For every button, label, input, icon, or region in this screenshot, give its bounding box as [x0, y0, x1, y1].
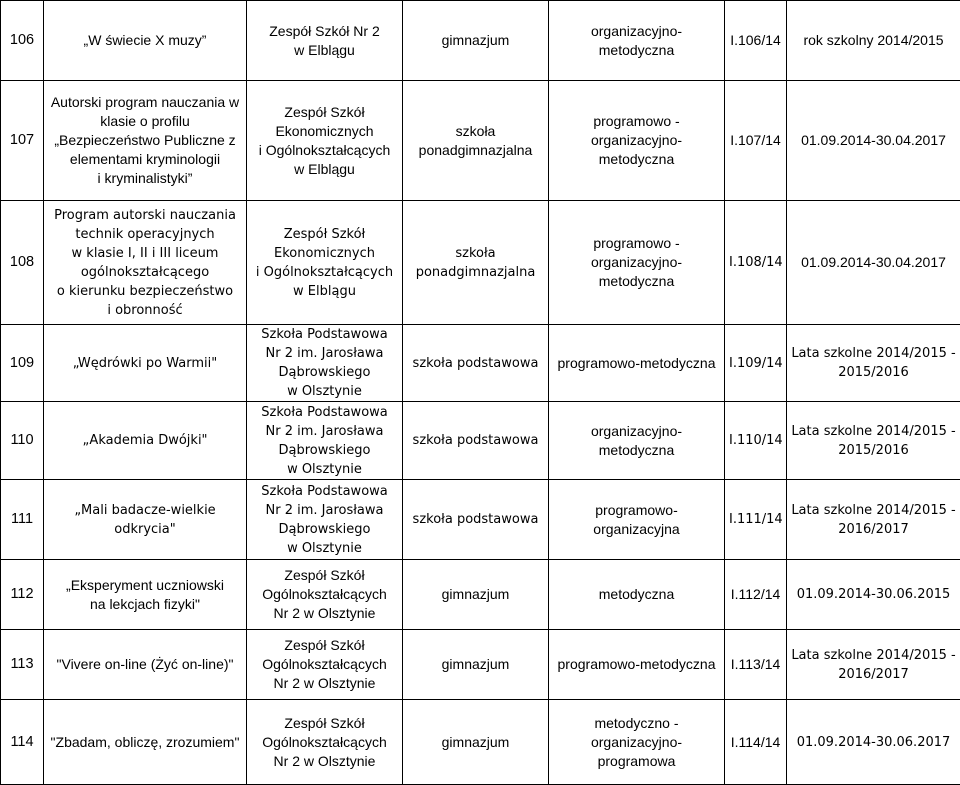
cell-title: „Wędrówki po Warmii": [44, 325, 247, 402]
cell-title: „W świecie X muzy”: [44, 1, 247, 81]
cell-period: Lata szkolne 2014/2015 - 2016/2017: [787, 630, 960, 700]
cell-type: metodyczna: [549, 560, 725, 630]
cell-nr: 111: [1, 480, 44, 560]
cell-type: programowo - organizacyjno- metodyczna: [549, 81, 725, 201]
cell-nr: 108: [1, 201, 44, 325]
cell-title: "Zbadam, obliczę, zrozumiem": [44, 700, 247, 785]
cell-period: rok szkolny 2014/2015: [787, 1, 960, 81]
cell-num: I.114/14: [725, 700, 787, 785]
cell-title: „Mali badacze-wielkie odkrycia": [44, 480, 247, 560]
cell-num: I.108/14: [725, 201, 787, 325]
cell-nr: 113: [1, 630, 44, 700]
table-row: [1, 201, 960, 325]
cell-level: szkoła ponadgimnazjalna: [403, 81, 549, 201]
cell-period: Lata szkolne 2014/2015 - 2015/2016: [787, 402, 960, 480]
cell-num: I.110/14: [725, 402, 787, 480]
cell-title: „Eksperyment uczniowski na lekcjach fizyki": [44, 560, 247, 630]
cell-type: programowo- organizacyjna: [549, 480, 725, 560]
cell-school: Zespół Szkół Nr 2 w Elblągu: [247, 1, 403, 81]
cell-school: Zespół Szkół Ekonomicznych i Ogólnokształcących w Elblągu: [247, 201, 403, 325]
table-row: [1, 81, 960, 201]
cell-type: organizacyjno- metodyczna: [549, 402, 725, 480]
cell-period: 01.09.2014-30.06.2017: [787, 700, 960, 785]
cell-level: gimnazjum: [403, 1, 549, 81]
table-row: [1, 325, 960, 402]
cell-num: I.107/14: [725, 81, 787, 201]
cell-num: I.111/14: [725, 480, 787, 560]
table-row: [1, 1, 960, 81]
cell-nr: 106: [1, 1, 44, 81]
cell-period: 01.09.2014-30.04.2017: [787, 201, 960, 325]
cell-title: "Vivere on-line (Żyć on-line)": [44, 630, 247, 700]
table-row: [1, 560, 960, 630]
cell-type: programowo-metodyczna: [549, 630, 725, 700]
cell-nr: 109: [1, 325, 44, 402]
cell-level: szkoła podstawowa: [403, 325, 549, 402]
cell-school: Szkoła Podstawowa Nr 2 im. Jarosława Dąbrowskiego w Olsztynie: [247, 325, 403, 402]
cell-nr: 112: [1, 560, 44, 630]
cell-school: Szkoła Podstawowa Nr 2 im. Jarosława Dąbrowskiego w Olsztynie: [247, 402, 403, 480]
cell-period: Lata szkolne 2014/2015 - 2016/2017: [787, 480, 960, 560]
cell-num: I.106/14: [725, 1, 787, 81]
cell-period: 01.09.2014-30.04.2017: [787, 81, 960, 201]
table-row: [1, 480, 960, 560]
cell-level: gimnazjum: [403, 560, 549, 630]
cell-num: I.112/14: [725, 560, 787, 630]
cell-title: Autorski program nauczania w klasie o profilu „Bezpieczeństwo Publiczne z elementami kryminologii i kryminalistyki”: [44, 81, 247, 201]
cell-level: gimnazjum: [403, 630, 549, 700]
table-row: [1, 700, 960, 785]
cell-school: Zespół Szkół Ogólnokształcących Nr 2 w Olsztynie: [247, 630, 403, 700]
cell-level: gimnazjum: [403, 700, 549, 785]
cell-level: szkoła podstawowa: [403, 402, 549, 480]
cell-title: Program autorski nauczania technik operacyjnych w klasie I, II i III liceum ogólnokształcącego o kierunku bezpieczeństwo i obronność: [44, 201, 247, 325]
cell-level: szkoła podstawowa: [403, 480, 549, 560]
cell-type: metodyczno - organizacyjno- programowa: [549, 700, 725, 785]
table-row: [1, 630, 960, 700]
cell-period: 01.09.2014-30.06.2015: [787, 560, 960, 630]
cell-level: szkoła ponadgimnazjalna: [403, 201, 549, 325]
cell-type: organizacyjno- metodyczna: [549, 1, 725, 81]
cell-school: Zespół Szkół Ogólnokształcących Nr 2 w Olsztynie: [247, 700, 403, 785]
cell-nr: 114: [1, 700, 44, 785]
cell-school: Szkoła Podstawowa Nr 2 im. Jarosława Dąbrowskiego w Olsztynie: [247, 480, 403, 560]
cell-nr: 107: [1, 81, 44, 201]
cell-school: Zespół Szkół Ekonomicznych i Ogólnokształcących w Elblągu: [247, 81, 403, 201]
cell-period: Lata szkolne 2014/2015 - 2015/2016: [787, 325, 960, 402]
cell-num: I.109/14: [725, 325, 787, 402]
cell-school: Zespół Szkół Ogólnokształcących Nr 2 w Olsztynie: [247, 560, 403, 630]
cell-title: „Akademia Dwójki": [44, 402, 247, 480]
cell-type: programowo - organizacyjno- metodyczna: [549, 201, 725, 325]
cell-nr: 110: [1, 402, 44, 480]
cell-type: programowo-metodyczna: [549, 325, 725, 402]
cell-num: I.113/14: [725, 630, 787, 700]
table-row: [1, 402, 960, 480]
